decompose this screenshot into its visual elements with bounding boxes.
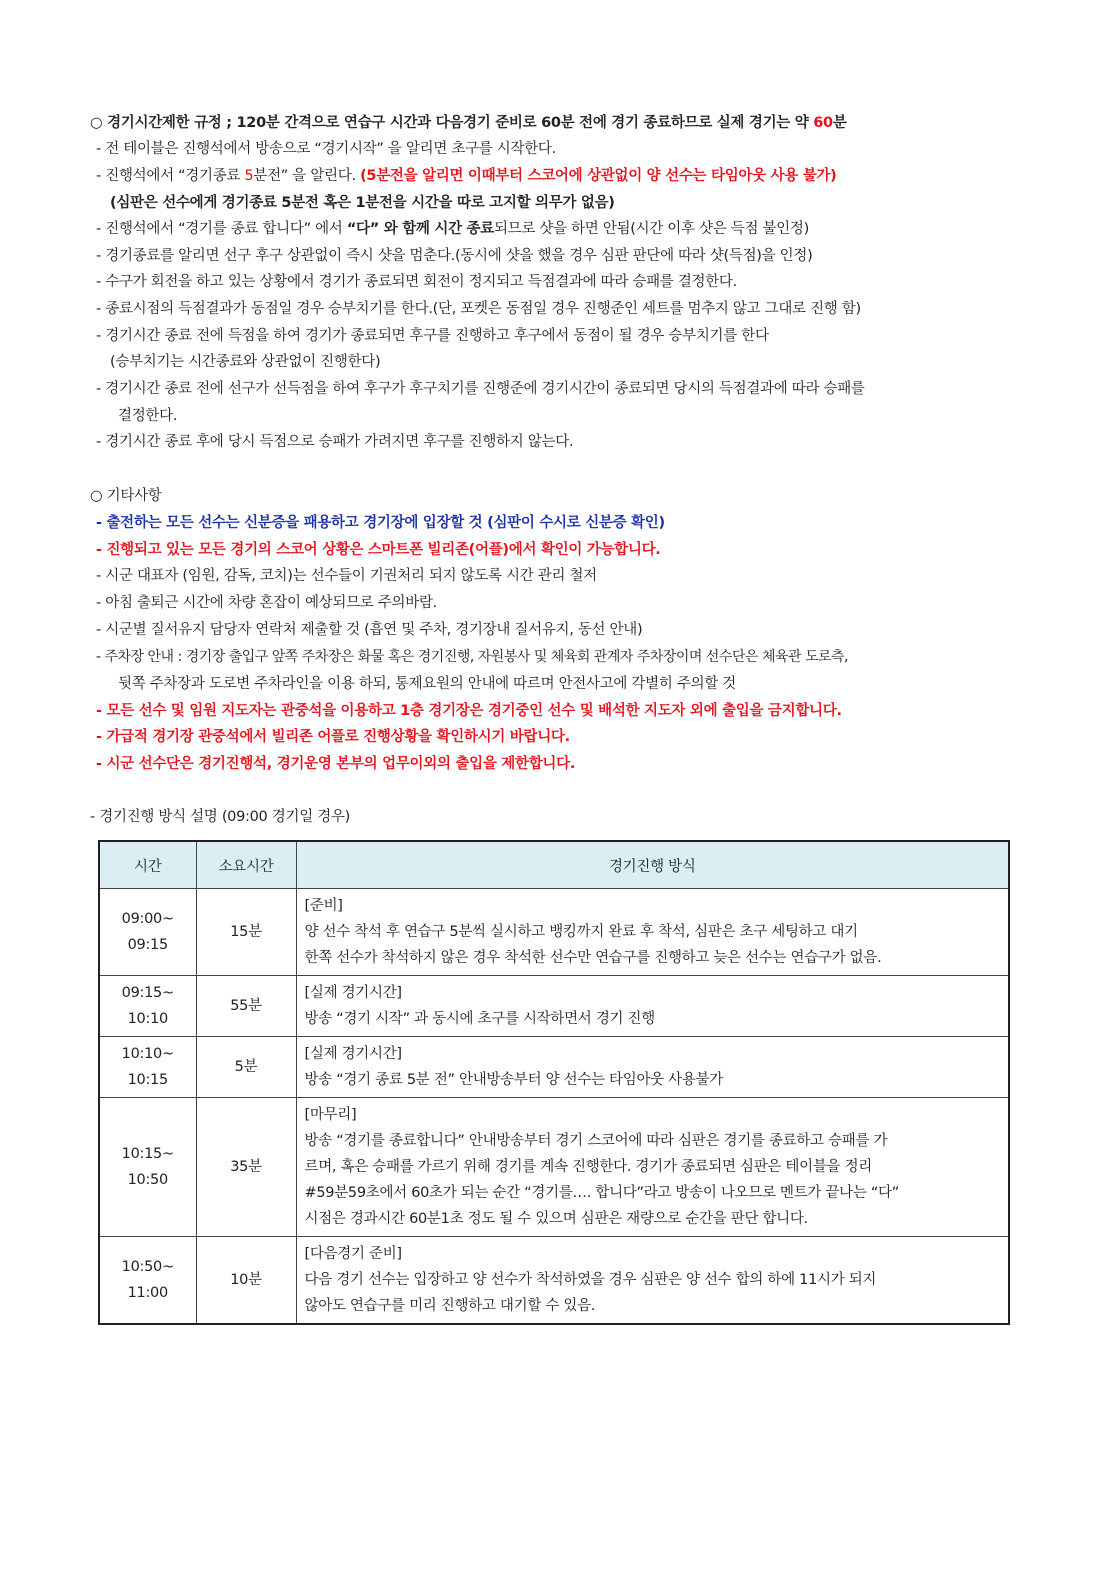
rules-line: - 진행석에서 “경기종료 5분전” 을 알린다. (5분전을 알리면 이때부터 스코어에 상관없이 양 선수는 타임아웃 사용 불가) bbox=[96, 168, 837, 184]
row-heading: [다음경기 준비] bbox=[304, 1246, 402, 1262]
misc-line: - 아침 출퇴근 시간에 차량 혼잡이 예상되므로 주의바람. bbox=[96, 595, 437, 611]
table-row bbox=[99, 976, 1009, 1037]
misc-line: - 시군 선수단은 경기진행석, 경기운영 본부의 업무이외의 출입을 제한합니다. bbox=[96, 756, 576, 772]
method-cell: [실제 경기시간] 방송 “경기 종료 5분 전” 안내방송부터 양 선수는 타임아웃 사용불가 bbox=[296, 1037, 1009, 1098]
rules-line: - 진행석에서 “경기를 종료 합니다” 에서 “다” 와 함께 시간 종료되므로 샷을 하면 안됨(시간 이후 샷은 득점 불인정) bbox=[96, 221, 809, 237]
rules-line: 결정한다. bbox=[118, 408, 178, 424]
rules-title: ○ 경기시간제한 규정 ; 120분 간격으로 연습구 시간과 다음경기 준비로 60분 전에 경기 종료하므로 실제 경기는 약 60분 bbox=[90, 115, 847, 131]
time-cell: 10:10~ 10:15 bbox=[99, 1037, 196, 1098]
duration-cell: 5분 bbox=[196, 1037, 296, 1098]
row-heading: [마무리] bbox=[304, 1107, 357, 1123]
table-row bbox=[99, 1237, 1009, 1325]
table-row bbox=[99, 889, 1009, 976]
row-heading: [실제 경기시간] bbox=[304, 1046, 402, 1062]
header-method: 경기진행 방식 bbox=[296, 841, 1009, 889]
misc-line: - 진행되고 있는 모든 경기의 스코어 상황은 스마트폰 빌리존(어플)에서 확인이 가능합니다. bbox=[96, 542, 661, 558]
misc-line: - 출전하는 모든 선수는 신분증을 패용하고 경기장에 입장할 것 (심판이 수시로 신분증 확인) bbox=[96, 515, 665, 531]
duration-cell: 10분 bbox=[196, 1237, 296, 1325]
misc-line: - 주차장 안내 : 경기장 출입구 앞쪽 주차장은 화물 혹은 경기진행, 자원봉사 및 체육회 관계자 주차장이며 선수단은 체육관 도로측, bbox=[96, 649, 848, 665]
rules-line: - 종료시점의 득점결과가 동점일 경우 승부치기를 한다.(단, 포켓은 동점일 경우 진행준인 세트를 멈추지 않고 그대로 진행 함) bbox=[96, 301, 861, 317]
rules-line: - 경기시간 종료 후에 당시 득점으로 승패가 가려지면 후구를 진행하지 않는다. bbox=[96, 434, 574, 450]
method-cell: [실제 경기시간] 방송 “경기 시작” 과 동시에 초구를 시작하면서 경기 진행 bbox=[296, 976, 1009, 1037]
misc-line: - 가급적 경기장 관중석에서 빌리존 어플로 진행상황을 확인하시기 바랍니다. bbox=[96, 729, 570, 745]
rules-line: - 경기종료를 알리면 선구 후구 상관없이 즉시 샷을 멈춘다.(동시에 샷을 했을 경우 심판 판단에 따라 샷(득점)을 인정) bbox=[96, 248, 813, 264]
row-heading: [준비] bbox=[304, 898, 343, 914]
rules-line: - 경기시간 종료 전에 선구가 선득점을 하여 후구가 후구치기를 진행준에 경기시간이 종료되면 당시의 득점결과에 따라 승패를 bbox=[96, 381, 865, 397]
time-cell: 10:15~ 10:50 bbox=[99, 1098, 196, 1237]
table-header-row bbox=[99, 841, 1009, 889]
misc-line: - 모든 선수 및 임원 지도자는 관중석을 이용하고 1층 경기장은 경기중인 선수 및 배석한 지도자 외에 출입을 금지합니다. bbox=[96, 703, 842, 719]
rules-line: - 경기시간 종료 전에 득점을 하여 경기가 종료되면 후구를 진행하고 후구에서 동점이 될 경우 승부치기를 한다 bbox=[96, 328, 769, 344]
method-cell: [다음경기 준비] 다음 경기 선수는 입장하고 양 선수가 착석하였을 경우 심판은 양 선수 합의 하에 11시가 되지 않아도 연습구를 미리 진행하고 대기할 수 있음. bbox=[296, 1237, 1009, 1325]
rules-line: - 전 테이블은 진행석에서 방송으로 “경기시작” 을 알리면 초구를 시작한다. bbox=[96, 141, 556, 157]
header-time: 시간 bbox=[99, 841, 196, 889]
schedule-caption: - 경기진행 방식 설명 (09:00 경기일 경우) bbox=[90, 809, 350, 825]
duration-cell: 15분 bbox=[196, 889, 296, 976]
rules-line: - 수구가 회전을 하고 있는 상황에서 경기가 종료되면 회전이 정지되고 득점결과에 따라 승패를 결정한다. bbox=[96, 274, 737, 290]
time-cell: 09:15~ 10:10 bbox=[99, 976, 196, 1037]
table-row bbox=[99, 1098, 1009, 1237]
misc-title: ○ 기타사항 bbox=[90, 488, 162, 504]
table-row bbox=[99, 1037, 1009, 1098]
misc-line: 뒷쪽 주차장과 도로변 주차라인을 이용 하되, 통제요원의 안내에 따르며 안전사고에 각별히 주의할 것 bbox=[118, 676, 737, 692]
misc-line: - 시군별 질서유지 담당자 연락처 제출할 것 (흡연 및 주차, 경기장내 질서유지, 동선 안내) bbox=[96, 622, 643, 638]
duration-cell: 55분 bbox=[196, 976, 296, 1037]
method-cell: [마무리] 방송 “경기를 종료합니다” 안내방송부터 경기 스코어에 따라 심판은 경기를 종료하고 승패를 가 르며, 혹은 승패를 가르기 위해 경기를 계속 진행한다. 경기가 종료되면 심판은 테이블을 정리 #59분59초에서 60초가 되는 순간 “경기를…. 합니다”라고 방송이 나오므로 멘트가 끝나는 “다” 시점은 경과시간 60분1초 정도 될 수 있으며 심판은 재량으로 순간을 판단 합니다. bbox=[296, 1098, 1009, 1237]
duration-cell: 35분 bbox=[196, 1098, 296, 1237]
misc-line: - 시군 대표자 (임원, 감독, 코치)는 선수들이 기권처리 되지 않도록 시간 관리 철저 bbox=[96, 568, 597, 584]
rules-line: (승부치기는 시간종료와 상관없이 진행한다) bbox=[110, 354, 381, 370]
rules-line: (심판은 선수에게 경기종료 5분전 혹은 1분전을 시간을 따로 고지할 의무가 없음) bbox=[110, 195, 615, 211]
time-cell: 10:50~ 11:00 bbox=[99, 1237, 196, 1325]
method-cell: [준비] 양 선수 착석 후 연습구 5분씩 실시하고 뱅킹까지 완료 후 착석, 심판은 초구 세팅하고 대기 한쪽 선수가 착석하지 않은 경우 착석한 선수만 연습구를 진행하고 늦은 선수는 연습구가 없음. bbox=[296, 889, 1009, 976]
schedule-table bbox=[98, 840, 1010, 1325]
row-heading: [실제 경기시간] bbox=[304, 985, 402, 1001]
time-cell: 09:00~ 09:15 bbox=[99, 889, 196, 976]
header-duration: 소요시간 bbox=[196, 841, 296, 889]
